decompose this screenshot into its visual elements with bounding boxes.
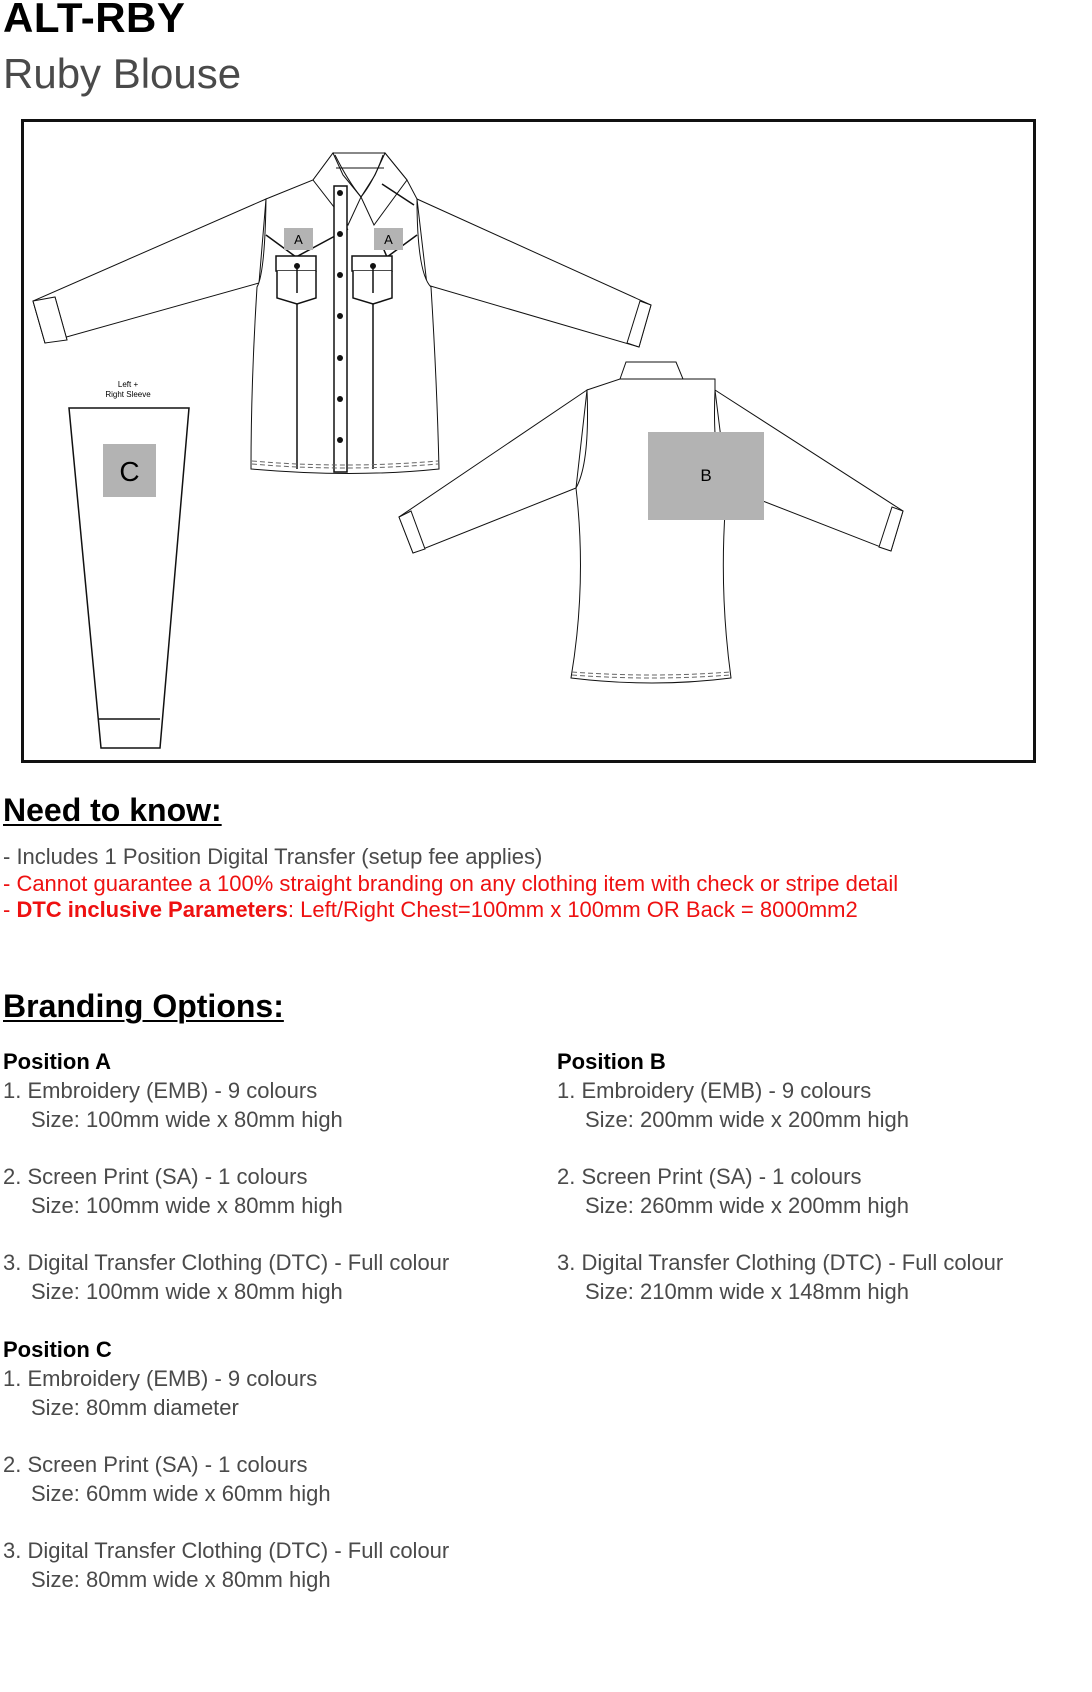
zone-b-label: B <box>700 466 712 485</box>
zone-a-left-label: A <box>294 232 303 247</box>
front-placket <box>334 186 347 472</box>
position-b-title: Position B <box>557 1049 666 1074</box>
zone-a-right <box>374 228 403 250</box>
position-c-option-3 <box>3 1536 523 1594</box>
branding-options-heading: Branding Options: <box>3 988 284 1024</box>
position-b-option-3 <box>557 1248 1077 1306</box>
option-method: 1. Embroidery (EMB) - 9 colours <box>557 1078 872 1103</box>
back-collar <box>620 362 683 379</box>
option-method: 3. Digital Transfer Clothing (DTC) - Full colour <box>3 1250 450 1275</box>
position-c-block <box>3 1336 523 1594</box>
zone-c <box>103 444 156 497</box>
option-method: 3. Digital Transfer Clothing (DTC) - Full colour <box>3 1538 450 1563</box>
position-c-title: Position C <box>3 1337 112 1362</box>
option-size: Size: 60mm wide x 60mm high <box>31 1481 331 1506</box>
product-name: Ruby Blouse <box>3 50 242 97</box>
option-method: 1. Embroidery (EMB) - 9 colours <box>3 1366 318 1391</box>
note-stripe-warning: - Cannot guarantee a 100% straight branding on any clothing item with check or stripe detail <box>3 871 899 896</box>
zone-b <box>648 432 764 520</box>
option-size: Size: 100mm wide x 80mm high <box>31 1279 343 1304</box>
position-c-option-1 <box>3 1364 523 1422</box>
garment-drawing-frame <box>21 119 1036 763</box>
note-dtc-prefix: - <box>3 897 17 922</box>
option-method: 1. Embroidery (EMB) - 9 colours <box>3 1078 318 1103</box>
option-size: Size: 100mm wide x 80mm high <box>31 1107 343 1132</box>
position-b-block <box>557 1048 1077 1306</box>
need-to-know-heading: Need to know: <box>3 792 222 828</box>
zone-c-label: C <box>119 456 140 487</box>
front-left-sleeve <box>33 199 266 343</box>
zone-a-left <box>284 228 313 250</box>
product-code: ALT-RBY <box>3 0 186 41</box>
option-size: Size: 100mm wide x 80mm high <box>31 1193 343 1218</box>
note-dtc-bold: DTC inclusive Parameters <box>16 897 288 922</box>
option-method: 2. Screen Print (SA) - 1 colours <box>557 1164 862 1189</box>
zone-a-right-label: A <box>384 232 393 247</box>
position-a-option-2 <box>3 1162 523 1220</box>
option-method: 3. Digital Transfer Clothing (DTC) - Full colour <box>557 1250 1004 1275</box>
position-a-title: Position A <box>3 1049 111 1074</box>
option-method: 2. Screen Print (SA) - 1 colours <box>3 1164 308 1189</box>
option-size: Size: 210mm wide x 148mm high <box>585 1279 910 1304</box>
position-b-option-1 <box>557 1076 1077 1134</box>
option-size: Size: 80mm wide x 80mm high <box>31 1567 331 1592</box>
option-method: 2. Screen Print (SA) - 1 colours <box>3 1452 308 1477</box>
position-a-block <box>3 1048 523 1306</box>
option-size: Size: 260mm wide x 200mm high <box>585 1193 910 1218</box>
option-size: Size: 200mm wide x 200mm high <box>585 1107 910 1132</box>
note-included-position: - Includes 1 Position Digital Transfer (setup fee applies) <box>3 844 543 869</box>
note-dtc-rest: : Left/Right Chest=100mm x 100mm OR Back = 8000mm2 <box>287 897 858 922</box>
position-c-option-2 <box>3 1450 523 1508</box>
front-right-sleeve <box>417 199 651 347</box>
position-b-option-2 <box>557 1162 1077 1220</box>
option-size: Size: 80mm diameter <box>31 1395 239 1420</box>
back-body <box>571 379 731 683</box>
sleeve-caption-line2: Right Sleeve <box>105 390 151 399</box>
back-blouse-drawing <box>399 362 903 683</box>
garment-drawing <box>24 122 1033 760</box>
note-dtc-parameters <box>3 897 858 923</box>
position-a-option-1 <box>3 1076 523 1134</box>
sleeve-caption-line1: Left + <box>117 380 139 389</box>
position-a-option-3 <box>3 1248 523 1306</box>
